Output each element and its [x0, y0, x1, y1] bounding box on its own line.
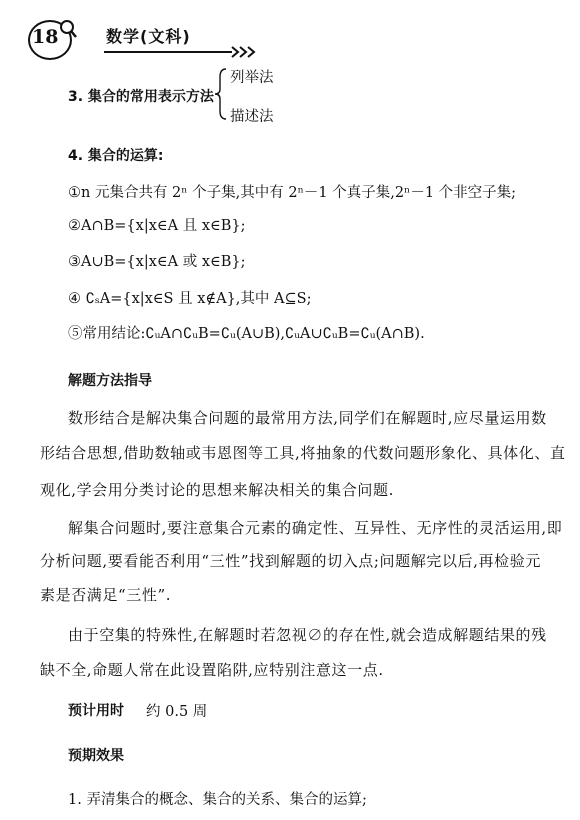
operation-item-3: ③A∪B={x|x∈A 或 x∈B};	[68, 254, 246, 270]
time-value: 约 0.5 周	[146, 704, 208, 720]
page-header	[28, 18, 278, 62]
method-description: 描述法	[230, 109, 274, 125]
method-enumeration: 列举法	[230, 70, 274, 86]
operation-item-5: ⑤常用结论:∁ᵤA∩∁ᵤB=∁ᵤ(A∪B),∁ᵤA∪∁ᵤB=∁ᵤ(A∩B).	[68, 326, 425, 342]
page-number: 18	[32, 26, 59, 48]
paragraph-line: 素是否满足“三性”.	[40, 586, 172, 604]
header-title: 数学(文科)	[106, 27, 191, 46]
magnifier-icon	[55, 18, 77, 40]
paragraph-line: 由于空集的特殊性,在解题时若忽视∅的存在性,就会造成解题结果的残	[68, 626, 547, 644]
paragraph-line: 分析问题,要看能否利用“三性”找到解题的切入点;问题解完以后,再检验元	[40, 552, 541, 570]
effect-heading: 预期效果	[68, 748, 124, 764]
paragraph-line: 数形结合是解决集合问题的最常用方法,同学们在解题时,应尽量运用数	[68, 409, 547, 427]
operation-item-2: ②A∩B={x|x∈A 且 x∈B};	[68, 218, 246, 234]
effect-item-1: 1. 弄清集合的概念、集合的关系、集合的运算;	[68, 792, 367, 808]
paragraph-line: 观化,学会用分类讨论的思想来解决相关的集合问题.	[40, 481, 394, 499]
brace	[212, 67, 232, 121]
paragraph-line: 缺不全,命题人常在此设置陷阱,应特别注意这一点.	[40, 661, 384, 679]
method-heading: 解题方法指导	[68, 373, 152, 389]
time-label: 预计用时	[68, 703, 124, 719]
section3-label: 3. 集合的常用表示方法	[68, 89, 214, 105]
section4-title: 4. 集合的运算:	[68, 148, 164, 164]
operation-item-4: ④ ∁ₛA={x|x∈S 且 x∉A},其中 A⊆S;	[68, 291, 312, 307]
operation-item-1: ①n 元集合共有 2ⁿ 个子集,其中有 2ⁿ－1 个真子集,2ⁿ－1 个非空子集;	[68, 185, 517, 201]
paragraph-line: 形结合思想,借助数轴或韦恩图等工具,将抽象的代数问题形象化、具体化、直	[40, 444, 566, 462]
header-arrow-line	[104, 46, 258, 58]
paragraph-line: 解集合问题时,要注意集合元素的确定性、互异性、无序性的灵活运用,即	[68, 519, 563, 537]
